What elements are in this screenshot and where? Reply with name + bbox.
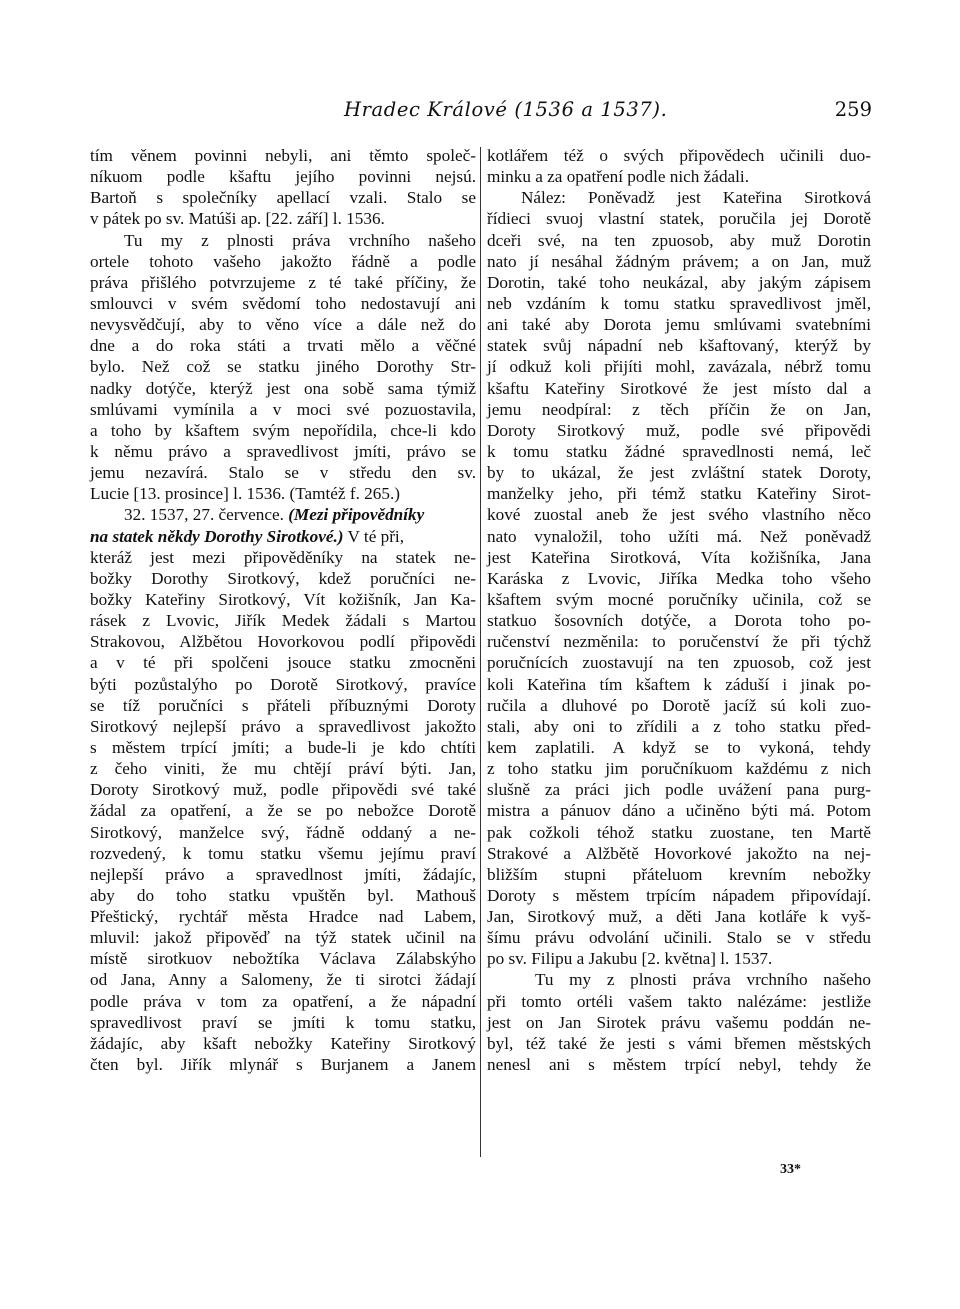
text-line: stali, aby oni to zřídili a z toho statku před-: [487, 716, 871, 736]
text-line: pak cožkoli téhož statku zuostane, ten Martě: [487, 822, 871, 842]
text-line: žádajíc, aby kšaft nebožky Kateřiny Sirotkový: [90, 1033, 476, 1053]
right-column: [487, 145, 871, 1075]
text-line: při tomto ortéli vašem takto nalézáme: jestliže: [487, 991, 871, 1011]
column-divider: [480, 147, 481, 1157]
text-line: jemu neodpíral: z těch příčin že on Jan,: [487, 399, 871, 419]
text-line: kšaftu Kateřiny Sirotkové že jest místo dal a: [487, 378, 871, 398]
text-line: jest Kateřina Sirotková, Víta kožišníka, Jana: [487, 547, 871, 567]
entry-heading-line: [90, 504, 476, 525]
text-line: Karáska z Lvovic, Jiříka Medka toho všeho: [487, 568, 871, 588]
text-line: Bartoň s společníky apellací vzali. Stalo se: [90, 188, 476, 208]
text-line: dne a do roka státi a trvati mělo a věčné: [90, 336, 476, 356]
text-line: ortele tohoto vašeho jakožto řádně a podle: [90, 251, 476, 271]
text-line: slušně za práci jich podle uvážení pana purg-: [487, 780, 871, 800]
text-line: spravedlivost praví se jmíti k tomu statku,: [90, 1012, 476, 1032]
page-number: 259: [834, 98, 872, 121]
text-line: poručnících zuostavují na ten zpuosob, což jest: [487, 653, 871, 673]
text-line: v pátek po sv. Matúši ap. [22. září] l. 1536.: [90, 209, 385, 229]
signature-mark: 33*: [780, 1162, 801, 1177]
text-line: kšaftem svým mocné poručníky učinila, což se: [487, 589, 871, 609]
page-header: [82, 98, 872, 128]
text-line: Doroty Sirotkový muž, podle své připovědi: [487, 420, 871, 440]
text-line: ručila a dluhové po Dorotě jacíž sú koli zuo-: [487, 695, 871, 715]
text-line: statkuo šosovních dotýče, a Dorota toho po-: [487, 611, 871, 631]
text-line: minku a za opatření podle nich žádali.: [487, 167, 750, 187]
text-line: byl, též také že jesti s vámi břemen městských: [487, 1033, 871, 1053]
text-line: neb vzdáním k tomu statku spravedlivost jměl,: [487, 293, 871, 313]
text-line: Doroty Sirotkový muž, podle připovědi své také: [90, 780, 476, 800]
text-line: Doroty s městem trpícím nápadem připovídají.: [487, 885, 871, 905]
text-line: rozvedený, k tomu statku všemu jejímu praví: [90, 843, 476, 863]
text-line: nevysvědčují, aby to věno více a dále než do: [90, 315, 476, 335]
text-line: jemu nezavírá. Stalo se v středu den sv.: [90, 463, 476, 483]
text-line: býti pozůstalýho po Dorotě Sirotkový, pravíce: [90, 674, 476, 694]
text-line: Sirotkový, manželce svý, řádně oddaný a ne-: [90, 822, 476, 842]
text-line: dceři své, na ten zpuosob, aby muž Dorotin: [487, 230, 871, 250]
text-line: Přeštický, rychtář města Hradce nad Labem,: [90, 907, 476, 927]
text-line: aby do toho statku vpuštěn byl. Mathouš: [90, 885, 476, 905]
text-line: řídieci svuoj vlastní statek, poručila jej Dorotě: [487, 209, 871, 229]
text-line: Tu my z plnosti práva vrchního našeho: [535, 970, 871, 990]
text-line: božky Kateřiny Sirotkový, Vít kožišník, Jan Ka-: [90, 589, 476, 609]
text-line: k němu právo a spravedlivost jmíti, právo se: [90, 441, 476, 461]
left-column: [90, 145, 476, 1075]
text-line: práva přišlého potvrzujeme z té také příčiny, že: [90, 272, 476, 292]
text-line: žádal za opatření, a že se po nebožce Dorotě: [90, 801, 476, 821]
text-line: po sv. Filipu a Jakubu [2. května] l. 1537.: [487, 949, 773, 969]
text-line: kové zuostal aneb že jest svého vlastního něco: [487, 505, 871, 525]
text-line: místě sirotkuov nebožtíka Václava Zálabskýho: [90, 949, 476, 969]
text-line: a toho by kšaftem svým nepořídila, chce-li kdo: [90, 420, 476, 440]
text-line: z toho statku jim poručníkuom každému z nich: [487, 759, 871, 779]
text-line: nato vynaložil, toho užíti má. Než poněvadž: [487, 526, 871, 546]
text-line: kteráž jest mezi připověděníky na statek ne-: [90, 547, 476, 567]
text-line: Strakovou, Alžbětou Hovorkovou podlí připovědi: [90, 632, 476, 652]
entry-heading-line: [90, 526, 476, 547]
text-line: statek svůj nápadní neb kšaftovaný, kterýž by: [487, 336, 871, 356]
text-line: bylo. Než což se statku jiného Dorothy Str-: [90, 357, 476, 377]
text-line: smlouvci v svém svědomí toho nedostavují ani: [90, 293, 476, 313]
text-line: k tomu statku žádné spravedlnosti nemá, leč: [487, 441, 871, 461]
text-line: níkuom podle kšaftu jejího povinni nejsú.: [90, 167, 476, 187]
text-line: smlúvami vymínila a v moci své pozuostavila,: [90, 399, 476, 419]
running-title: Hradec Králové (1536 a 1537).: [344, 98, 668, 121]
text-line: od Jana, Anny a Salomeny, že ti sirotci žádají: [90, 970, 476, 990]
text-line: jest on Jan Sirotek právu vašemu poddán ne-: [487, 1012, 871, 1032]
text-line: Nález: Poněvadž jest Kateřina Sirotková: [521, 188, 871, 208]
text-line: by to ukázal, že jest zvláštní statek Doroty,: [487, 463, 871, 483]
text-line: podle práva v tom za opatření, a že nápadní: [90, 991, 476, 1011]
text-line: se tíž poručníci s přáteli příbuznými Doroty: [90, 695, 476, 715]
text-line: čten byl. Jiřík mlynář s Burjanem a Janem: [90, 1055, 476, 1075]
text-line: jí odkuž koli přijíti mohl, zavázala, nébrž tomu: [487, 357, 871, 377]
text-line: nejlepší právo a spravedlnost jmíti, žádajíc,: [90, 864, 476, 884]
text-line: Sirotkový nejlepší právo a spravedlivost jakožto: [90, 716, 476, 736]
text-line: rásek z Lvovic, Jiřík Medek žádali s Martou: [90, 611, 476, 631]
text-line: božky Dorothy Sirotkový, kdež poručníci ne-: [90, 568, 476, 588]
text-line: z čeho viniti, že mu chtějí práví býti. Jan,: [90, 759, 476, 779]
entry-title-part: na statek někdy Dorothy Sirotkové.): [90, 526, 344, 546]
text-line: Tu my z plnosti práva vrchního našeho: [124, 230, 476, 250]
entry-title-part: (Mezi připovědníky: [288, 505, 425, 525]
text-line: Dorotin, také toho neukázal, aby jakým zápisem: [487, 272, 871, 292]
text-line: koli Kateřina tím kšaftem k záduší i jinak po-: [487, 674, 871, 694]
text-line: s městem trpící jmíti; a bude-li je kdo chtíti: [90, 737, 476, 757]
text-line: mistra a pánuov dáno a učiněno býti má. Potom: [487, 801, 871, 821]
text-line: manželky jeho, při témž statku Kateřiny Sirot-: [487, 484, 871, 504]
text-line: Jan, Sirotkový muž, a děti Jana kotláře k vyš-: [487, 907, 871, 927]
text-line: nenesl ani s městem trpící nebyl, tehdy že: [487, 1055, 871, 1075]
text-line: nato jí nesáhal žádným právem; a on Jan, muž: [487, 251, 871, 271]
text-line: a v té při spolčeni jsouce statku zmocněni: [90, 653, 476, 673]
entry-number-date: 32. 1537, 27. července.: [124, 505, 284, 525]
text-line: nadky dotýče, kterýž jest ona sobě sama týmiž: [90, 378, 476, 398]
text-line: kem zaplatili. A když se to vykoná, tehdy: [487, 737, 871, 757]
text-line: ručenství nezměnila: to poručenství že při týchž: [487, 632, 871, 652]
text-line: šímu právu odvolání učinili. Stalo se v středu: [487, 928, 871, 948]
text-line: kotlářem též o svých připovědech učinili duo-: [487, 146, 871, 165]
text-line: tím věnem povinni nebyli, ani těmto společ-: [90, 146, 476, 165]
text-line: mluvil: jakož připověď na týž statek učinil na: [90, 928, 476, 948]
text-line: bližším stupni přáteluom krevním nebožky: [487, 864, 871, 884]
text-line: Lucie [13. prosince] l. 1536. (Tamtéž f. 265.): [90, 484, 400, 504]
text-line: Strakové a Alžbětě Hovorkové jakožto na nej-: [487, 843, 871, 863]
text-fragment: V té při,: [347, 526, 405, 546]
text-line: ani také aby Dorota jemu smlúvami svatebními: [487, 315, 871, 335]
